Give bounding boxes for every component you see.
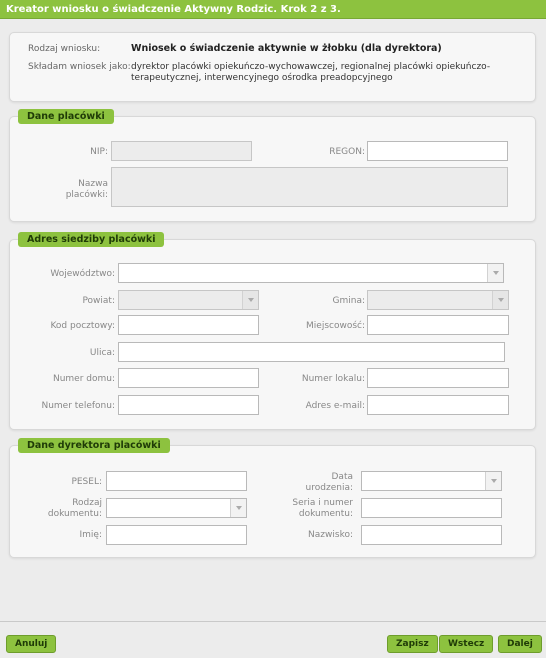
document-type-dropdown-button[interactable] — [230, 499, 246, 517]
facility-name-label-line2: placówki: — [65, 190, 108, 200]
county-label: Powiat: — [82, 296, 115, 306]
last-name-label: Nazwisko: — [308, 530, 353, 540]
commune-select[interactable] — [367, 290, 509, 310]
county-dropdown-button[interactable] — [242, 291, 258, 309]
chevron-down-icon — [491, 479, 497, 483]
document-type-select[interactable] — [106, 498, 247, 518]
facility-name-input[interactable] — [111, 167, 508, 207]
apartment-number-label: Numer lokalu: — [301, 374, 365, 384]
last-name-input[interactable] — [361, 525, 502, 545]
director-section — [9, 440, 536, 558]
first-name-input[interactable] — [106, 525, 247, 545]
document-type-label-line1: Rodzaj — [72, 498, 102, 508]
nip-input[interactable] — [111, 141, 252, 161]
county-select[interactable] — [118, 290, 259, 310]
phone-label: Numer telefonu: — [41, 401, 115, 411]
chevron-down-icon — [493, 271, 499, 275]
city-label: Miejscowość: — [306, 321, 365, 331]
applicant-role-value-line1: dyrektor placówki opiekuńczo-wychowawczej, regionalnej placówki opiekuńczo- — [131, 62, 491, 72]
chevron-down-icon — [236, 506, 242, 510]
summary-card — [9, 32, 536, 102]
facility-section-legend: Dane placówki — [18, 109, 114, 124]
applicant-role-value-line2: terapeutycznej, interwencyjnego ośrodka preadopcyjnego — [131, 73, 393, 83]
birth-date-label-line2: urodzenia: — [305, 483, 353, 493]
postal-code-input[interactable] — [118, 315, 259, 335]
address-section-legend: Adres siedziby placówki — [18, 232, 164, 247]
birth-date-select[interactable] — [361, 471, 502, 491]
commune-label: Gmina: — [332, 296, 365, 306]
back-button[interactable]: Wstecz — [439, 635, 493, 653]
house-number-input[interactable] — [118, 368, 259, 388]
request-type-value: Wniosek o świadczenie aktywnie w żłobku (dla dyrektora) — [131, 43, 442, 54]
director-section-legend: Dane dyrektora placówki — [18, 438, 170, 453]
street-input[interactable] — [118, 342, 505, 362]
city-input[interactable] — [367, 315, 509, 335]
regon-label: REGON: — [329, 147, 365, 157]
email-label: Adres e-mail: — [305, 401, 365, 411]
document-number-input[interactable] — [361, 498, 502, 518]
voivodeship-select[interactable] — [118, 263, 504, 283]
facility-section — [9, 111, 536, 222]
apartment-number-input[interactable] — [367, 368, 509, 388]
cancel-button[interactable]: Anuluj — [6, 635, 56, 653]
birth-date-dropdown-button[interactable] — [485, 472, 501, 490]
voivodeship-label: Województwo: — [50, 269, 115, 279]
voivodeship-dropdown-button[interactable] — [487, 264, 503, 282]
pesel-input[interactable] — [106, 471, 247, 491]
phone-input[interactable] — [118, 395, 259, 415]
request-type-label: Rodzaj wniosku: — [28, 44, 101, 54]
chevron-down-icon — [498, 298, 504, 302]
next-button[interactable]: Dalej — [498, 635, 542, 653]
first-name-label: Imię: — [79, 530, 102, 540]
document-type-label-line2: dokumentu: — [47, 509, 102, 519]
house-number-label: Numer domu: — [52, 374, 115, 384]
address-section — [9, 234, 536, 430]
street-label: Ulica: — [89, 348, 115, 358]
window-title: Kreator wniosku o świadczenie Aktywny Rodzic. Krok 2 z 3. — [0, 0, 546, 19]
birth-date-label-line1: Data — [331, 472, 353, 482]
nip-label: NIP: — [90, 147, 108, 157]
postal-code-label: Kod pocztowy: — [50, 321, 115, 331]
footer-divider — [0, 621, 546, 622]
applicant-role-label: Składam wniosek jako: — [28, 62, 131, 72]
document-number-label-line1: Seria i numer — [292, 498, 353, 508]
chevron-down-icon — [248, 298, 254, 302]
regon-input[interactable] — [367, 141, 508, 161]
facility-name-label-line1: Nazwa — [78, 179, 108, 189]
commune-dropdown-button[interactable] — [492, 291, 508, 309]
document-number-label-line2: dokumentu: — [298, 509, 353, 519]
email-input[interactable] — [367, 395, 509, 415]
pesel-label: PESEL: — [71, 477, 102, 487]
save-button[interactable]: Zapisz — [387, 635, 438, 653]
